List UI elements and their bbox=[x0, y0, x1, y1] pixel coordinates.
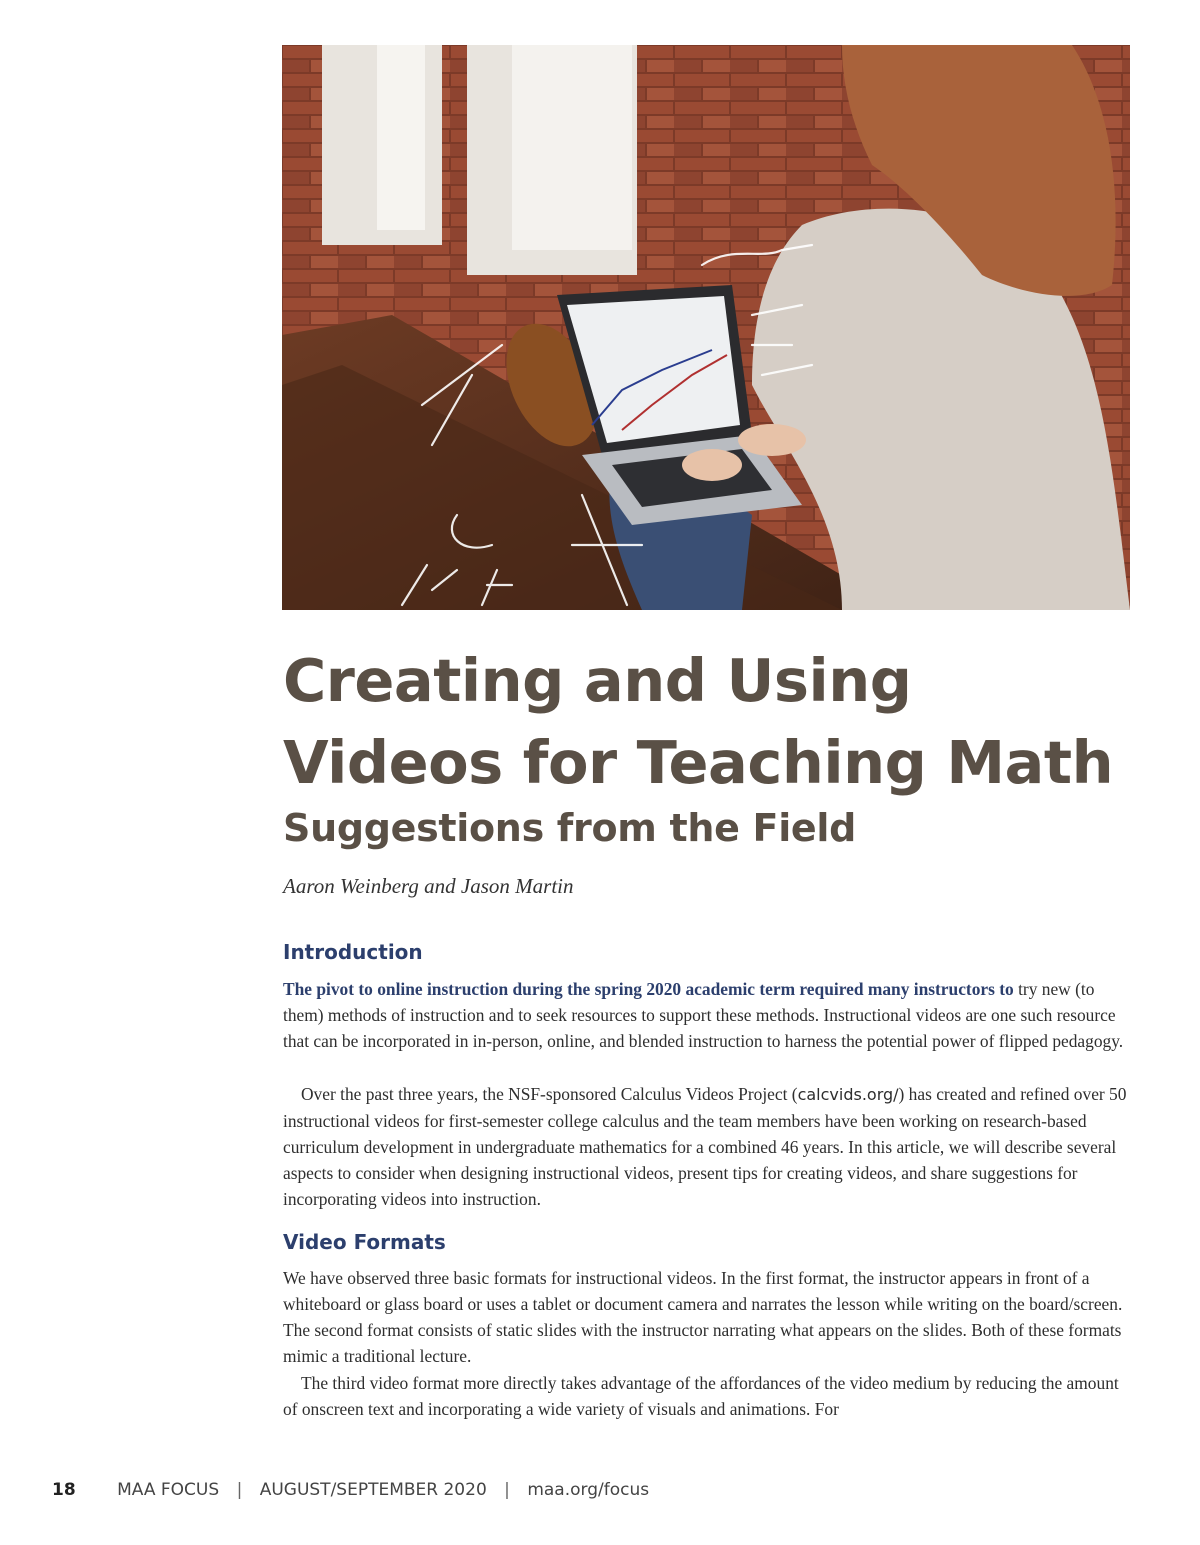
intro-paragraph-2 bbox=[283, 1081, 1133, 1212]
student-with-laptop-photo bbox=[282, 45, 1130, 610]
section-heading-video-formats: Video Formats bbox=[283, 1230, 446, 1254]
formats-paragraph-1: We have observed three basic formats for instructional videos. In the first format, the instructor appears in front of a whiteboard or glass board or uses a tablet or document camera and narrates the lesson while writing on the board/screen. The second format consists of static slides with the instructor narrating what appears on the slides. Both of these formats mimic a traditional lecture. bbox=[283, 1268, 1123, 1366]
footer-separator: | bbox=[236, 1480, 243, 1500]
footer-separator: | bbox=[504, 1480, 510, 1500]
hero-photo bbox=[282, 45, 1130, 610]
intro-paragraph-1-text: try new (to them) methods of instruction and to seek resources to support these methods. Instructional videos are one such resource that can be incorporated in in-person, online, and blended instruction to harness the potential power of flipped pedagogy. bbox=[283, 979, 1124, 1051]
article-title: Creating and Using Videos for Teaching Math bbox=[283, 646, 1114, 797]
article-subtitle: Suggestions from the Field bbox=[283, 806, 857, 850]
publication-name: MAA FOCUS bbox=[117, 1480, 220, 1500]
footer-url-link[interactable]: maa.org/focus bbox=[527, 1480, 650, 1500]
page-number: 18 bbox=[52, 1480, 76, 1500]
intro-paragraph-1 bbox=[283, 976, 1133, 1054]
formats-paragraph-2: The third video format more directly takes advantage of the affordances of the video medium by reducing the amount of onscreen text and incorporating a wide variety of visuals and animations. For bbox=[283, 1373, 1119, 1419]
section-heading-introduction: Introduction bbox=[283, 940, 423, 964]
intro-paragraph-2-text-a: Over the past three years, the NSF-sponsored Calculus Videos Project ( bbox=[301, 1084, 798, 1104]
byline: Aaron Weinberg and Jason Martin bbox=[283, 874, 574, 898]
issue-date: AUGUST/SEPTEMBER 2020 bbox=[259, 1480, 487, 1500]
page-footer bbox=[52, 1480, 649, 1500]
intro-lead-text: The pivot to online instruction during the spring 2020 academic term required many instructors to bbox=[283, 979, 1014, 999]
intro-paragraph-2-text-b: ) has created and refined over 50 instructional videos for first-semester college calculus and the team members have been working on research-based curriculum development in undergraduate mathematics for a combined 46 years. In this article, we will describe several aspects to consider when designing instructional videos, present tips for creating videos, and share suggestions for incorporating videos into instruction. bbox=[283, 1084, 1127, 1209]
calcvids-link[interactable]: calcvids.org/ bbox=[797, 1085, 899, 1104]
